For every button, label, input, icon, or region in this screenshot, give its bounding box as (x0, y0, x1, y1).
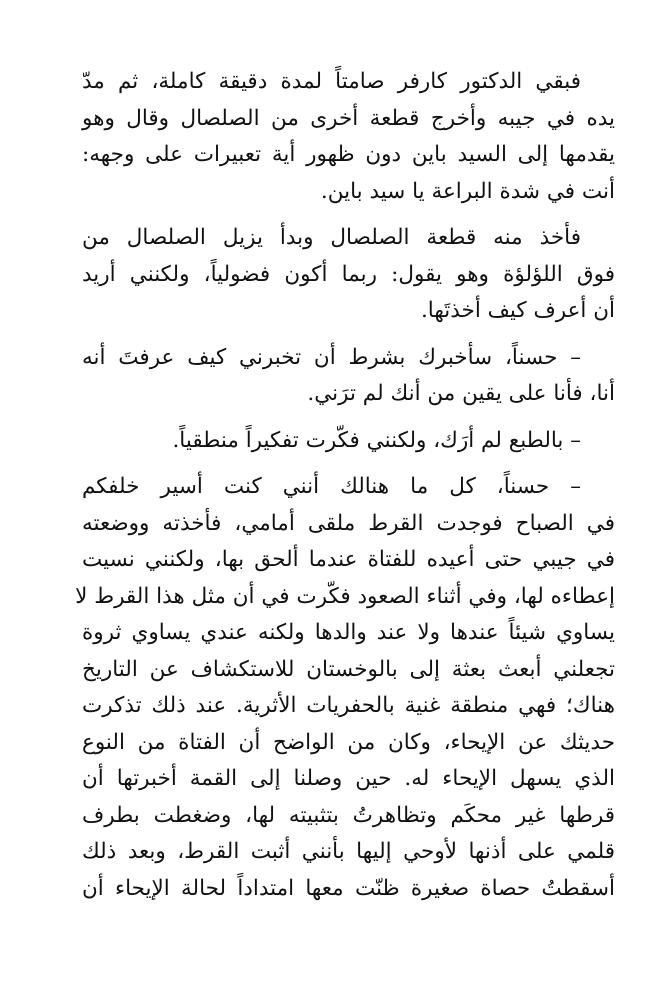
text-line: أن أعرف كيف أخذتَها. (420, 298, 615, 323)
text-line: قلمي على أذنها لأوحي إليها بأنني أثبت القرط، وبعد ذلك (82, 839, 615, 864)
text-line: فوق اللؤلؤة وهو يقول: ربما أكون فضولياً، ولكنني أريد (82, 261, 615, 287)
text-line: فأخذ منه قطعة الصلصال وبدأ يزيل الصلصال من (82, 225, 581, 250)
paragraph-5 (75, 469, 615, 907)
paragraph-2 (82, 220, 615, 330)
paragraph-4 (82, 423, 615, 460)
text-line: أنت في شدة البراعة يا سيد باين. (320, 178, 615, 204)
text-line: يده في جيبه وأخرج قطعة أخرى من الصلصال وقال وهو (82, 105, 615, 131)
text-line: – حسناً، كل ما هنالك أنني كنت أسير خلفكم (82, 474, 581, 499)
text-line: هناك؛ فهي منطقة غنية بالحفريات الأثرية. عند ذلك تذكرت (82, 693, 615, 718)
text-line: أسقطتُ حصاة صغيرة ظنّت معها امتداداً لحالة الإيحاء أن (82, 875, 615, 901)
text-line: يقدمها إلى السيد باين دون ظهور أية تعبيرات على وجهه: (82, 142, 615, 167)
text-line: فبقي الدكتور كارفر صامتاً لمدة دقيقة كاملة، ثم مدّ (82, 69, 581, 94)
text-line: – حسناً، سأخبرك بشرط أن تخبرني كيف عرفتَ أنه (82, 344, 581, 370)
text-line: الذي يسهل الإيحاء له. حين وصلنا إلى القمة أخبرتها أن (82, 766, 615, 791)
text-line: قرطها غير محكَم وتظاهرتُ بتثبيته لها، وضغطت بطرف (82, 802, 615, 828)
book-page (75, 64, 615, 907)
text-line: أنا، فأنا على يقين من أنك لم ترَني. (307, 381, 615, 406)
text-line: يساوي شيئاً عندها ولا عند والدها ولكنه عندي يساوي ثروة (82, 620, 615, 645)
text-line: إعطاءه لها، وفي أثناء الصعود فكّرت في أن مثل هذا القرط لا (75, 583, 615, 609)
text-line: في جيبي حتى أعيده للفتاة عندما ألحق بها، ولكنني نسيت (82, 547, 615, 572)
paragraph-1 (82, 64, 615, 210)
paragraph-3 (82, 340, 615, 413)
text-line: حديثك عن الإيحاء، وكان من الواضح أن الفتاة من النوع (82, 729, 615, 755)
text-line: تجعلني أبعث بعثة إلى بالوخستان للاستكشاف عن التاريخ (82, 656, 615, 682)
text-line: – بالطبع لم أرَك، ولكنني فكّرت تفكيراً منطقياً. (172, 427, 581, 453)
text-line: في الصباح فوجدت القرط ملقى أمامي، فأخذته ووضعته (82, 510, 615, 536)
